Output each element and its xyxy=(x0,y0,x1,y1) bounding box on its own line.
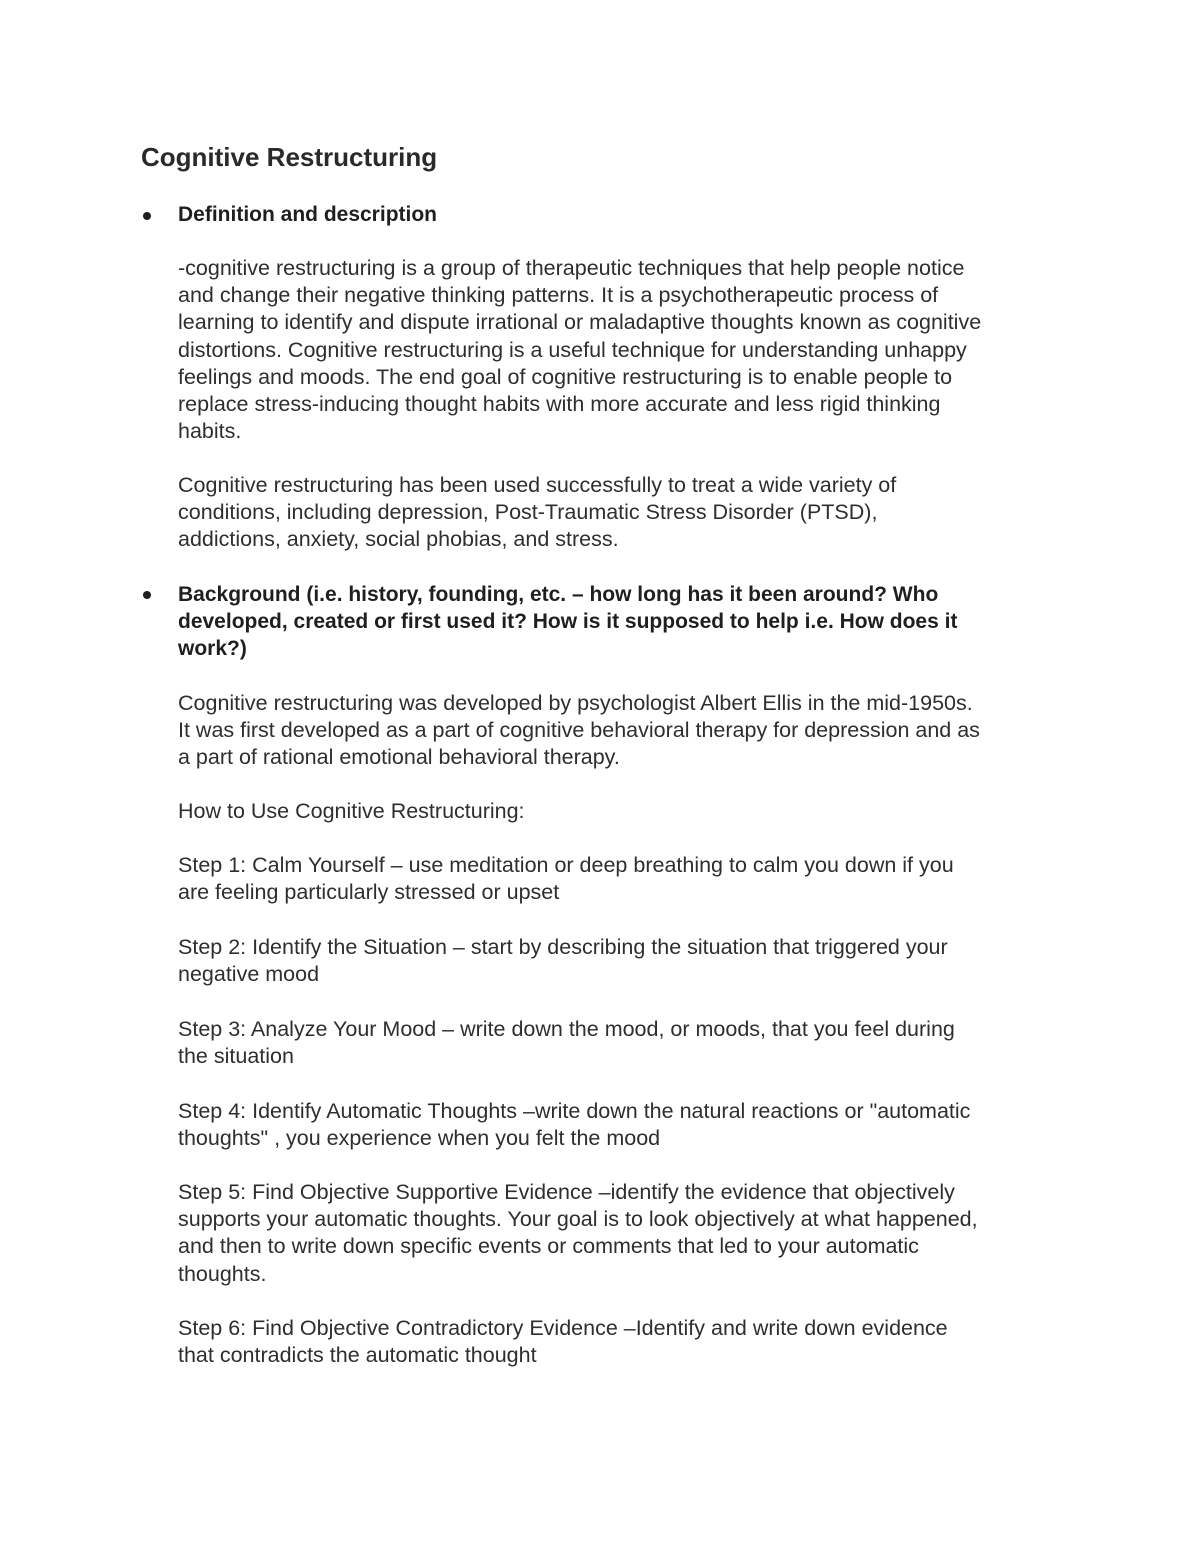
text-line: Cognitive restructuring was developed by psychologist Albert Ellis in the mid-1950s. xyxy=(178,691,973,715)
text-line: addictions, anxiety, social phobias, and stress. xyxy=(178,527,619,552)
bullet-icon xyxy=(143,212,151,220)
text-line: Step 6: Find Objective Contradictory Evidence –Identify and write down evidence xyxy=(178,1316,948,1340)
text-line: thoughts. xyxy=(178,1261,267,1286)
text-line: that contradicts the automatic thought xyxy=(178,1343,537,1368)
step-6 xyxy=(178,1315,1078,1369)
text-line: Step 3: Analyze Your Mood – write down the mood, or moods, that you feel during xyxy=(178,1017,955,1041)
text-line: habits. xyxy=(178,419,242,444)
step-4 xyxy=(178,1098,1078,1152)
heading-line: Background (i.e. history, founding, etc. – how long has it been around? Who xyxy=(178,583,939,606)
text-line: negative mood xyxy=(178,962,320,987)
text-line: Step 1: Calm Yourself – use meditation or deep breathing to calm you down if you xyxy=(178,853,954,877)
text-line: Cognitive restructuring has been used successfully to treat a wide variety of xyxy=(178,473,897,497)
definition-paragraph xyxy=(178,255,1078,445)
text-line: -cognitive restructuring is a group of therapeutic techniques that help people notice xyxy=(178,256,965,280)
text-line: Step 2: Identify the Situation – start by describing the situation that triggered your xyxy=(178,935,948,959)
text-line: are feeling particularly stressed or upset xyxy=(178,880,560,905)
text-line: Step 4: Identify Automatic Thoughts –write down the natural reactions or "automatic xyxy=(178,1099,971,1123)
text-line: a part of rational emotional behavioral therapy. xyxy=(178,745,620,770)
how-to-label xyxy=(178,798,1078,825)
step-2 xyxy=(178,934,1078,988)
text-line: supports your automatic thoughts. Your goal is to look objectively at what happened, xyxy=(178,1207,978,1232)
step-5 xyxy=(178,1179,1078,1288)
section-heading-background xyxy=(178,581,1078,662)
text-line: and then to write down specific events or comments that led to your automatic xyxy=(178,1234,919,1259)
text-line: How to Use Cognitive Restructuring: xyxy=(178,799,525,823)
text-line: feelings and moods. The end goal of cognitive restructuring is to enable people to xyxy=(178,364,953,389)
conditions-paragraph xyxy=(178,472,1078,554)
step-3 xyxy=(178,1016,1078,1070)
document-title: Cognitive Restructuring xyxy=(141,142,438,172)
text-line: the situation xyxy=(178,1044,294,1069)
text-line: replace stress-inducing thought habits with more accurate and less rigid thinking xyxy=(178,392,941,417)
history-paragraph xyxy=(178,690,1078,772)
step-1 xyxy=(178,852,1078,906)
text-line: thoughts" , you experience when you felt the mood xyxy=(178,1126,661,1151)
text-line: It was first developed as a part of cognitive behavioral therapy for depression and as xyxy=(178,718,980,743)
text-line: learning to identify and dispute irrational or maladaptive thoughts known as cognitive xyxy=(178,310,982,335)
heading-line: work?) xyxy=(178,637,247,660)
text-line: and change their negative thinking patterns. It is a psychotherapeutic process of xyxy=(178,283,939,308)
bullet-icon xyxy=(143,591,151,599)
text-line: distortions. Cognitive restructuring is a useful technique for understanding unhappy xyxy=(178,337,967,362)
text-line: Step 5: Find Objective Supportive Evidence –identify the evidence that objectively xyxy=(178,1180,955,1204)
text-line: conditions, including depression, Post-Traumatic Stress Disorder (PTSD), xyxy=(178,500,878,525)
heading-line: developed, created or first used it? How is it supposed to help i.e. How does it xyxy=(178,610,958,633)
section-heading-definition: Definition and description xyxy=(178,203,438,226)
